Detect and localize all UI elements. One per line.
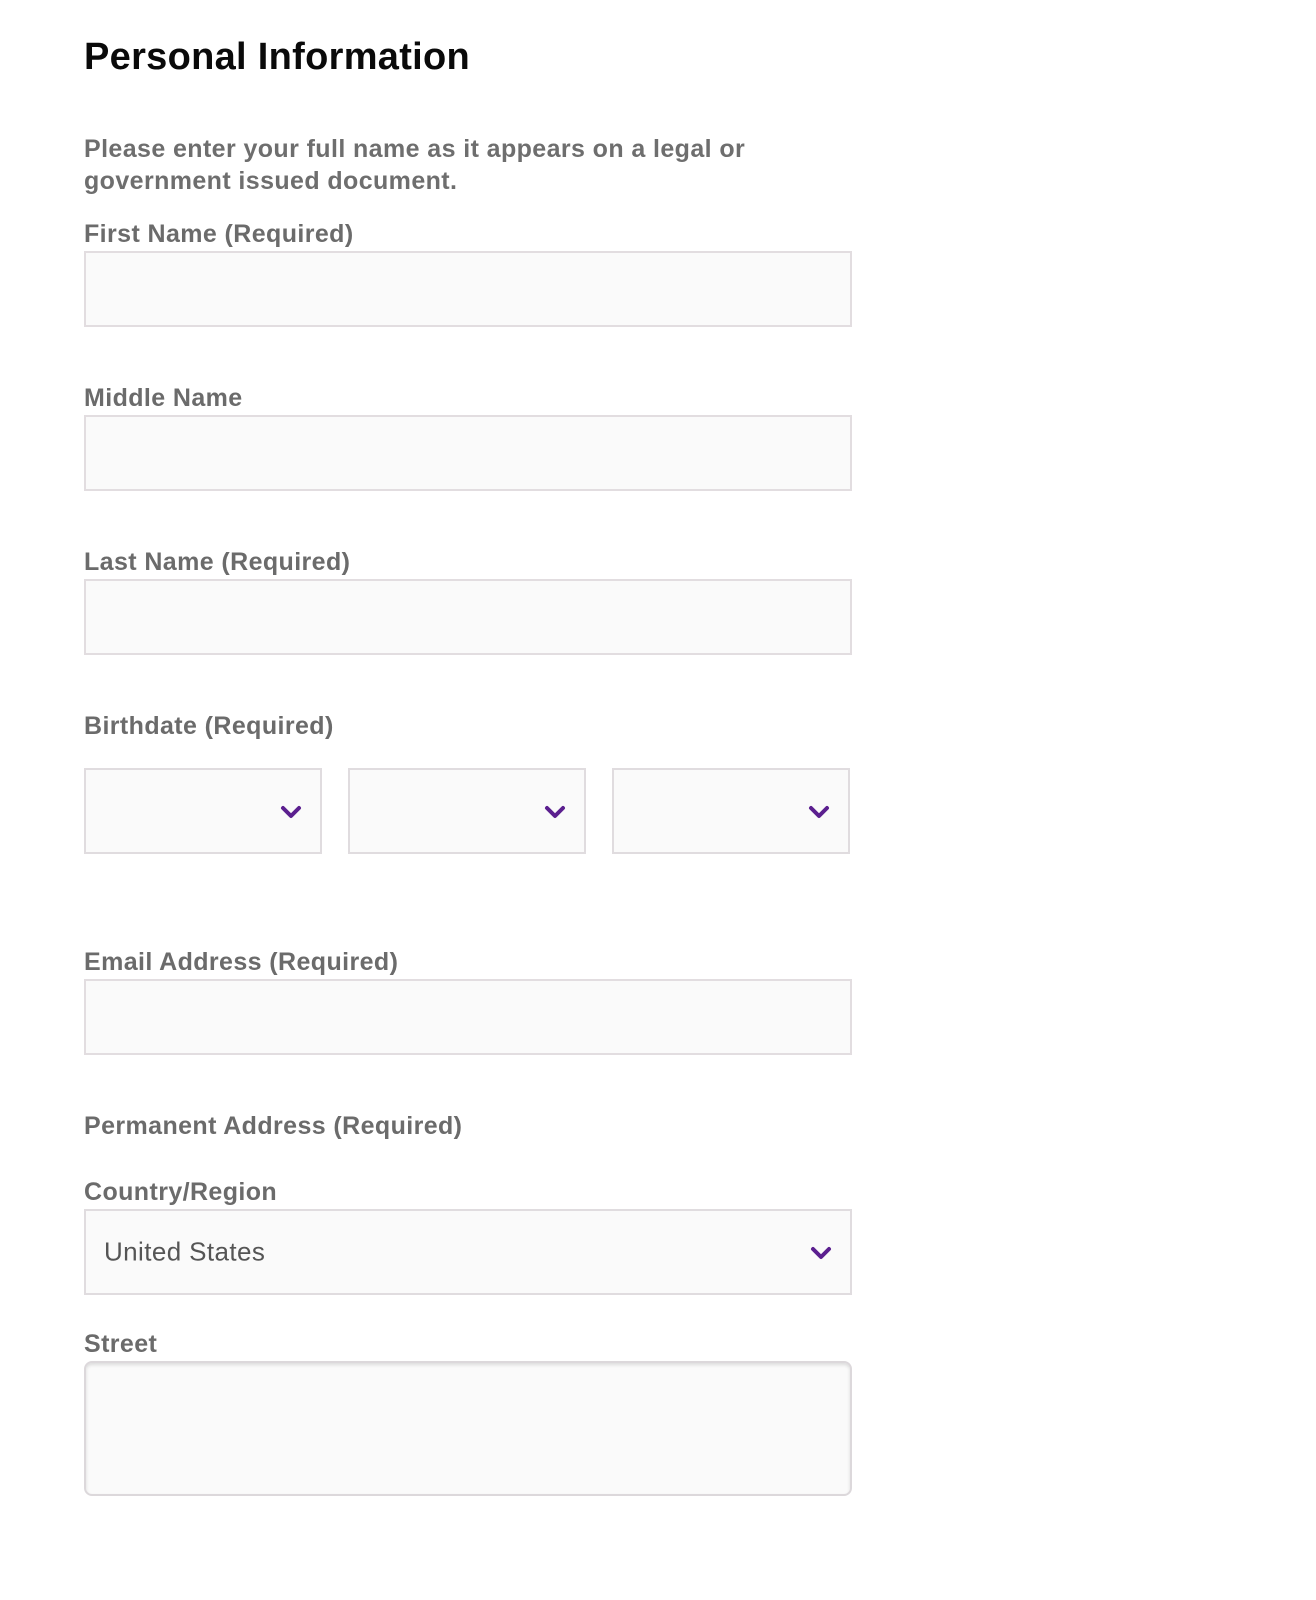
middle-name-label: Middle Name [84,384,243,412]
country-region-select[interactable] [84,1209,852,1295]
intro-text: Please enter your full name as it appears on a legal or government issued document. [84,135,746,195]
email-input[interactable] [84,979,852,1055]
chevron-down-icon [544,805,566,819]
page-title: Personal Information [84,36,471,78]
chevron-down-icon [808,805,830,819]
email-label: Email Address (Required) [84,948,399,976]
birthdate-month-select[interactable] [84,768,322,854]
birthdate-day-select[interactable] [348,768,586,854]
chevron-down-icon [810,1246,832,1260]
middle-name-input[interactable] [84,415,852,491]
street-label: Street [84,1330,158,1358]
first-name-input[interactable] [84,251,852,327]
birthdate-year-select[interactable] [612,768,850,854]
chevron-down-icon [280,805,302,819]
country-region-label: Country/Region [84,1178,278,1206]
birthdate-label: Birthdate (Required) [84,712,334,740]
last-name-label: Last Name (Required) [84,548,351,576]
first-name-label: First Name (Required) [84,220,354,248]
country-region-value: United States [104,1236,266,1267]
permanent-address-label: Permanent Address (Required) [84,1112,463,1140]
last-name-input[interactable] [84,579,852,655]
street-input[interactable] [84,1361,852,1496]
